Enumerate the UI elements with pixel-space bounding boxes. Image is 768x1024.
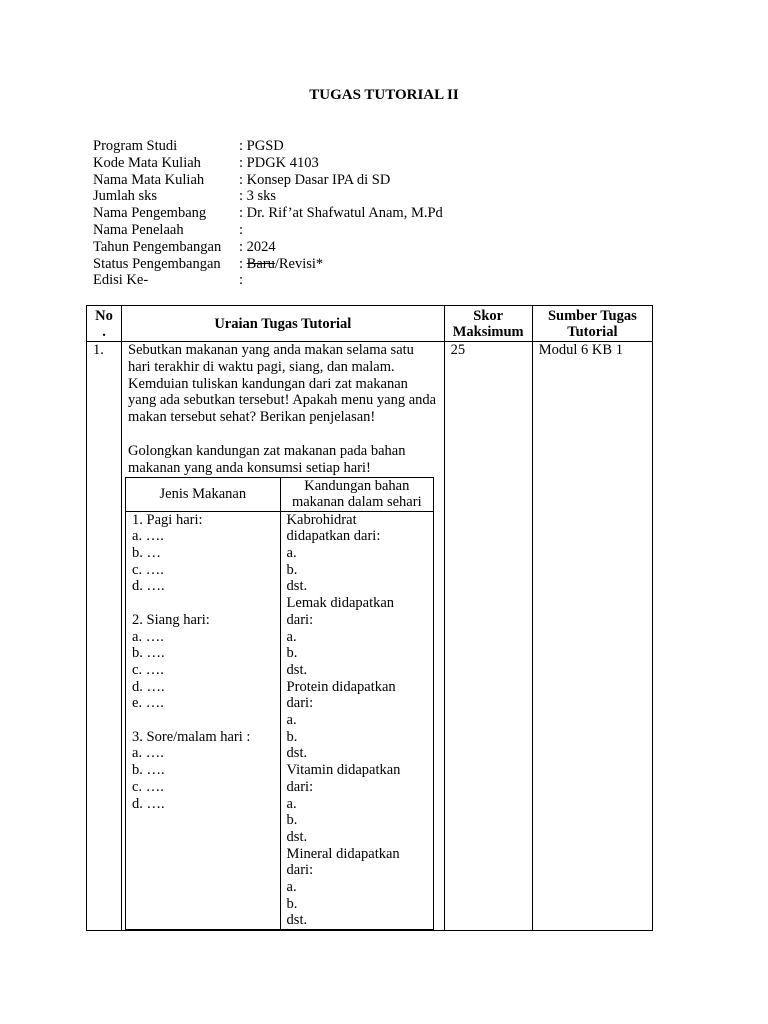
- meta-row: [93, 138, 443, 155]
- meta-label: Kode Mata Kuliah: [93, 154, 201, 171]
- header-uraian: Uraian Tugas Tutorial: [122, 306, 445, 342]
- food-line: d. ….: [132, 678, 165, 695]
- nutrient-line: dst.: [286, 828, 308, 845]
- meta-row: [93, 239, 443, 256]
- header-skor: Skor Maksimum: [444, 306, 532, 342]
- nutrient-line: a.: [286, 628, 297, 645]
- nutrient-line: Mineral didapatkan: [286, 845, 400, 862]
- meta-label: Edisi Ke-: [93, 272, 149, 289]
- meta-value: : 2024: [239, 238, 276, 255]
- food-line: d. ….: [132, 795, 165, 812]
- nutrient-line: Protein didapatkan: [286, 678, 396, 695]
- inner-header-kandungan: Kandungan bahan makanan dalam sehari: [280, 477, 434, 511]
- food-line: a. ….: [132, 528, 164, 545]
- course-info: [93, 138, 443, 289]
- food-line: d. ….: [132, 578, 165, 595]
- meta-value: : Dr. Rif’at Shafwatul Anam, M.Pd: [239, 205, 443, 222]
- meta-row: [93, 188, 443, 205]
- meta-value: : Baru/Revisi*: [239, 255, 324, 272]
- nutrient-line: dari:: [286, 611, 314, 628]
- task-table-header: [87, 306, 653, 342]
- meta-label: Nama Penelaah: [93, 221, 184, 238]
- meta-value: : Konsep Dasar IPA di SD: [239, 171, 391, 188]
- meta-value: :: [239, 272, 244, 289]
- meta-value: : PDGK 4103: [239, 154, 319, 171]
- meta-label: Tahun Pengembangan: [93, 238, 222, 255]
- nutrient-line: dst.: [286, 661, 308, 678]
- nutrient-line: b.: [286, 812, 298, 829]
- food-line: [132, 712, 280, 729]
- food-line: 1. Pagi hari:: [132, 511, 203, 528]
- meta-row: [93, 256, 443, 273]
- food-line: c. ….: [132, 778, 164, 795]
- nutrient-line: b.: [286, 895, 298, 912]
- nutrient-line: dst.: [286, 578, 308, 595]
- nutrient-line: dari:: [286, 695, 314, 712]
- meta-row: [93, 172, 443, 189]
- meta-row: [93, 205, 443, 222]
- nutrient-line: b.: [286, 645, 298, 662]
- nutrient-line: Lemak didapatkan: [286, 595, 395, 612]
- max-score: 25: [444, 342, 532, 931]
- task-table: [86, 305, 653, 931]
- food-line: c. ….: [132, 561, 164, 578]
- row-number: 1.: [87, 342, 122, 931]
- food-line: a. ….: [132, 628, 164, 645]
- meta-row: [93, 155, 443, 172]
- document-title: TUGAS TUTORIAL II: [309, 87, 459, 103]
- meta-row: [93, 272, 443, 289]
- meta-label: Nama Mata Kuliah: [93, 171, 205, 188]
- header-no: No .: [87, 306, 122, 342]
- nutrient-line: dari:: [286, 862, 314, 879]
- nutrient-list: [280, 511, 434, 930]
- meta-row: [93, 222, 443, 239]
- meta-value: : 3 sks: [239, 188, 277, 205]
- food-line: 3. Sore/malam hari :: [132, 728, 251, 745]
- nutrient-line: Kabrohidrat: [286, 511, 357, 528]
- nutrient-line: dari:: [286, 778, 314, 795]
- meta-value: :: [239, 221, 244, 238]
- task-paragraph-1: Sebutkan makanan yang anda makan selama satu hari terakhir di waktu pagi, siang, dan malam. Kemduian tuliskan kandungan dari zat makanan yang ada sebutkan tersebut! Apakah menu yang anda makan tersebut sehat? Berikan penjelasan!: [128, 342, 437, 426]
- nutrient-line: a.: [286, 879, 297, 896]
- food-line: c. ….: [132, 661, 164, 678]
- food-line: 2. Siang hari:: [132, 611, 210, 628]
- nutrient-line: a.: [286, 544, 297, 561]
- task-paragraph-2: Golongkan kandungan zat makanan pada bahan makanan yang anda konsumsi setiap hari!: [128, 442, 406, 476]
- nutrient-line: a.: [286, 795, 297, 812]
- food-line: a. ….: [132, 745, 164, 762]
- meta-value: : PGSD: [239, 138, 284, 154]
- food-content-table: [125, 477, 434, 931]
- food-line: b. …: [132, 544, 162, 561]
- nutrient-line: dst.: [286, 745, 308, 762]
- nutrient-line: didapatkan dari:: [286, 528, 381, 545]
- food-line: b. ….: [132, 762, 165, 779]
- nutrient-line: dst.: [286, 912, 308, 929]
- meta-label: Nama Pengembang: [93, 205, 207, 222]
- inner-header-jenis: Jenis Makanan: [126, 477, 281, 511]
- food-line: [132, 595, 280, 612]
- table-row: [87, 342, 653, 931]
- meta-label: Program Studi: [93, 138, 178, 154]
- food-list: [126, 511, 281, 930]
- nutrient-line: b.: [286, 728, 298, 745]
- meta-label: Status Pengembangan: [93, 255, 221, 272]
- food-line: b. ….: [132, 645, 165, 662]
- nutrient-line: a.: [286, 712, 297, 729]
- meta-label: Jumlah sks: [93, 188, 158, 205]
- header-sumber: Sumber Tugas Tutorial: [532, 306, 652, 342]
- nutrient-line: Vitamin didapatkan: [286, 762, 401, 779]
- task-source: Modul 6 KB 1: [532, 342, 652, 931]
- food-line: e. ….: [132, 695, 164, 712]
- task-description: [122, 342, 445, 931]
- nutrient-line: b.: [286, 561, 298, 578]
